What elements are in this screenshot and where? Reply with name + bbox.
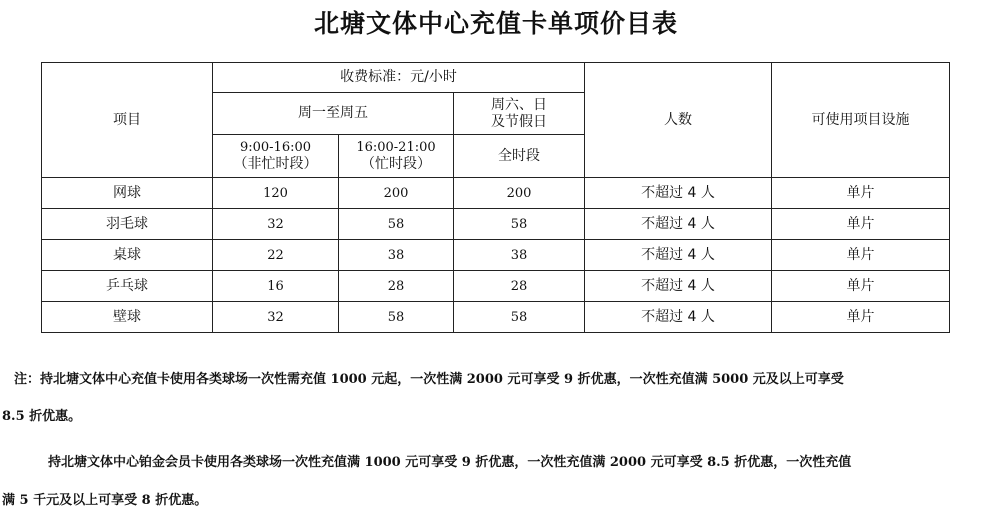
cell-item: 乒乓球: [42, 271, 213, 302]
cell-facility: 单片: [772, 240, 950, 271]
note-2-line-2: 满 5 千元及以上可享受 8 折优惠。: [2, 493, 208, 508]
cell-item: 羽毛球: [42, 209, 213, 240]
table-row: [42, 178, 950, 209]
header-peak-time: 16:00-21:00: [356, 140, 436, 155]
header-peak: [339, 135, 454, 178]
cell-facility: 单片: [772, 302, 950, 333]
header-peak-label: （忙时段）: [361, 156, 431, 172]
header-item: 项目: [42, 63, 213, 178]
cell-peak: 58: [339, 209, 454, 240]
cell-offpeak: 16: [213, 271, 339, 302]
note-1-line-2: 8.5 折优惠。: [2, 409, 82, 424]
header-fee-standard: 收费标准：元/小时: [213, 63, 585, 93]
header-weekend-line1: 周六、日: [491, 96, 547, 113]
note-2-line-1: 持北塘文体中心铂金会员卡使用各类球场一次性充值满 1000 元可享受 9 折优惠，一次性充值满 2000 元可享受 8.5 折优惠，一次性充值: [48, 455, 852, 470]
cell-peak: 38: [339, 240, 454, 271]
cell-offpeak: 22: [213, 240, 339, 271]
header-weekend-line2: 及节假日: [491, 113, 547, 130]
header-facility: 可使用项目设施: [772, 63, 950, 178]
header-all-day: 全时段: [454, 135, 585, 178]
header-offpeak: [213, 135, 339, 178]
note-1-line-1: 注：持北塘文体中心充值卡使用各类球场一次性需充值 1000 元起，一次性满 2000 元可享受 9 折优惠，一次性充值满 5000 元及以上可享受: [14, 372, 844, 387]
cell-people: 不超过 4 人: [585, 178, 772, 209]
cell-peak: 58: [339, 302, 454, 333]
cell-weekend: 58: [454, 302, 585, 333]
cell-weekend: 28: [454, 271, 585, 302]
table-row: [42, 209, 950, 240]
cell-people: 不超过 4 人: [585, 271, 772, 302]
cell-item: 网球: [42, 178, 213, 209]
cell-people: 不超过 4 人: [585, 240, 772, 271]
cell-weekend: 200: [454, 178, 585, 209]
cell-item: 桌球: [42, 240, 213, 271]
cell-weekend: 58: [454, 209, 585, 240]
cell-peak: 200: [339, 178, 454, 209]
table-row: [42, 240, 950, 271]
table-row: [42, 271, 950, 302]
cell-peak: 28: [339, 271, 454, 302]
table-row: [42, 302, 950, 333]
price-table: [41, 62, 950, 333]
header-weekend: [454, 93, 585, 135]
cell-item: 壁球: [42, 302, 213, 333]
cell-offpeak: 32: [213, 209, 339, 240]
cell-people: 不超过 4 人: [585, 209, 772, 240]
page-title: 北塘文体中心充值卡单项价目表: [313, 9, 678, 38]
header-offpeak-label: （非忙时段）: [233, 156, 318, 172]
cell-people: 不超过 4 人: [585, 302, 772, 333]
cell-offpeak: 32: [213, 302, 339, 333]
header-weekday: 周一至周五: [213, 93, 454, 135]
header-offpeak-time: 9:00-16:00: [239, 140, 312, 155]
cell-facility: 单片: [772, 271, 950, 302]
header-people: 人数: [585, 63, 772, 178]
cell-facility: 单片: [772, 209, 950, 240]
cell-offpeak: 120: [213, 178, 339, 209]
cell-facility: 单片: [772, 178, 950, 209]
cell-weekend: 38: [454, 240, 585, 271]
